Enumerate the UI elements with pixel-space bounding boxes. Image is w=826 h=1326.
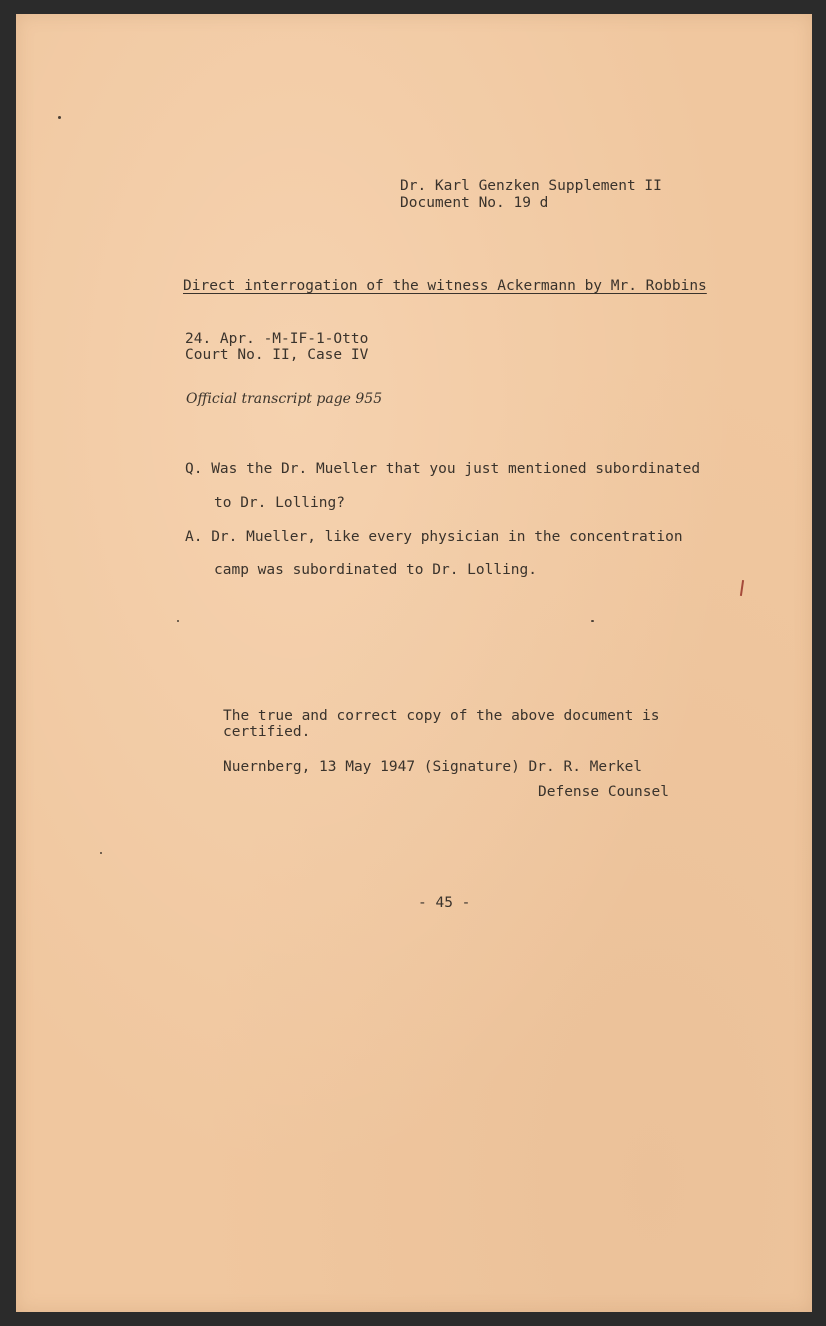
ink-speck — [177, 620, 179, 622]
answer-line-1: A. Dr. Mueller, like every physician in the concentration — [185, 529, 683, 545]
document-title: Direct interrogation of the witness Ackermann by Mr. Robbins — [183, 278, 707, 294]
ink-speck — [58, 116, 61, 119]
header-document-number: Document No. 19 d — [400, 195, 549, 211]
answer-line-2: camp was subordinated to Dr. Lolling. — [214, 562, 538, 578]
header-supplement: Dr. Karl Genzken Supplement II — [400, 178, 662, 194]
certification-defense-counsel: Defense Counsel — [538, 784, 669, 800]
session-date: 24. Apr. -M-IF-1-Otto — [185, 331, 369, 347]
certification-signature: Nuernberg, 13 May 1947 (Signature) Dr. R. Merkel — [223, 759, 643, 775]
question-line-2: to Dr. Lolling? — [214, 495, 345, 511]
certification-line-2: certified. — [223, 724, 311, 740]
question-line-1: Q. Was the Dr. Mueller that you just mentioned subordinated — [185, 461, 701, 477]
transcript-reference: Official transcript page 955 — [186, 391, 383, 407]
ink-speck — [100, 852, 102, 854]
ink-speck — [591, 620, 594, 622]
page-number: - 45 - — [418, 895, 471, 911]
court-case: Court No. II, Case IV — [185, 347, 369, 363]
certification-line-1: The true and correct copy of the above document is — [223, 708, 660, 724]
